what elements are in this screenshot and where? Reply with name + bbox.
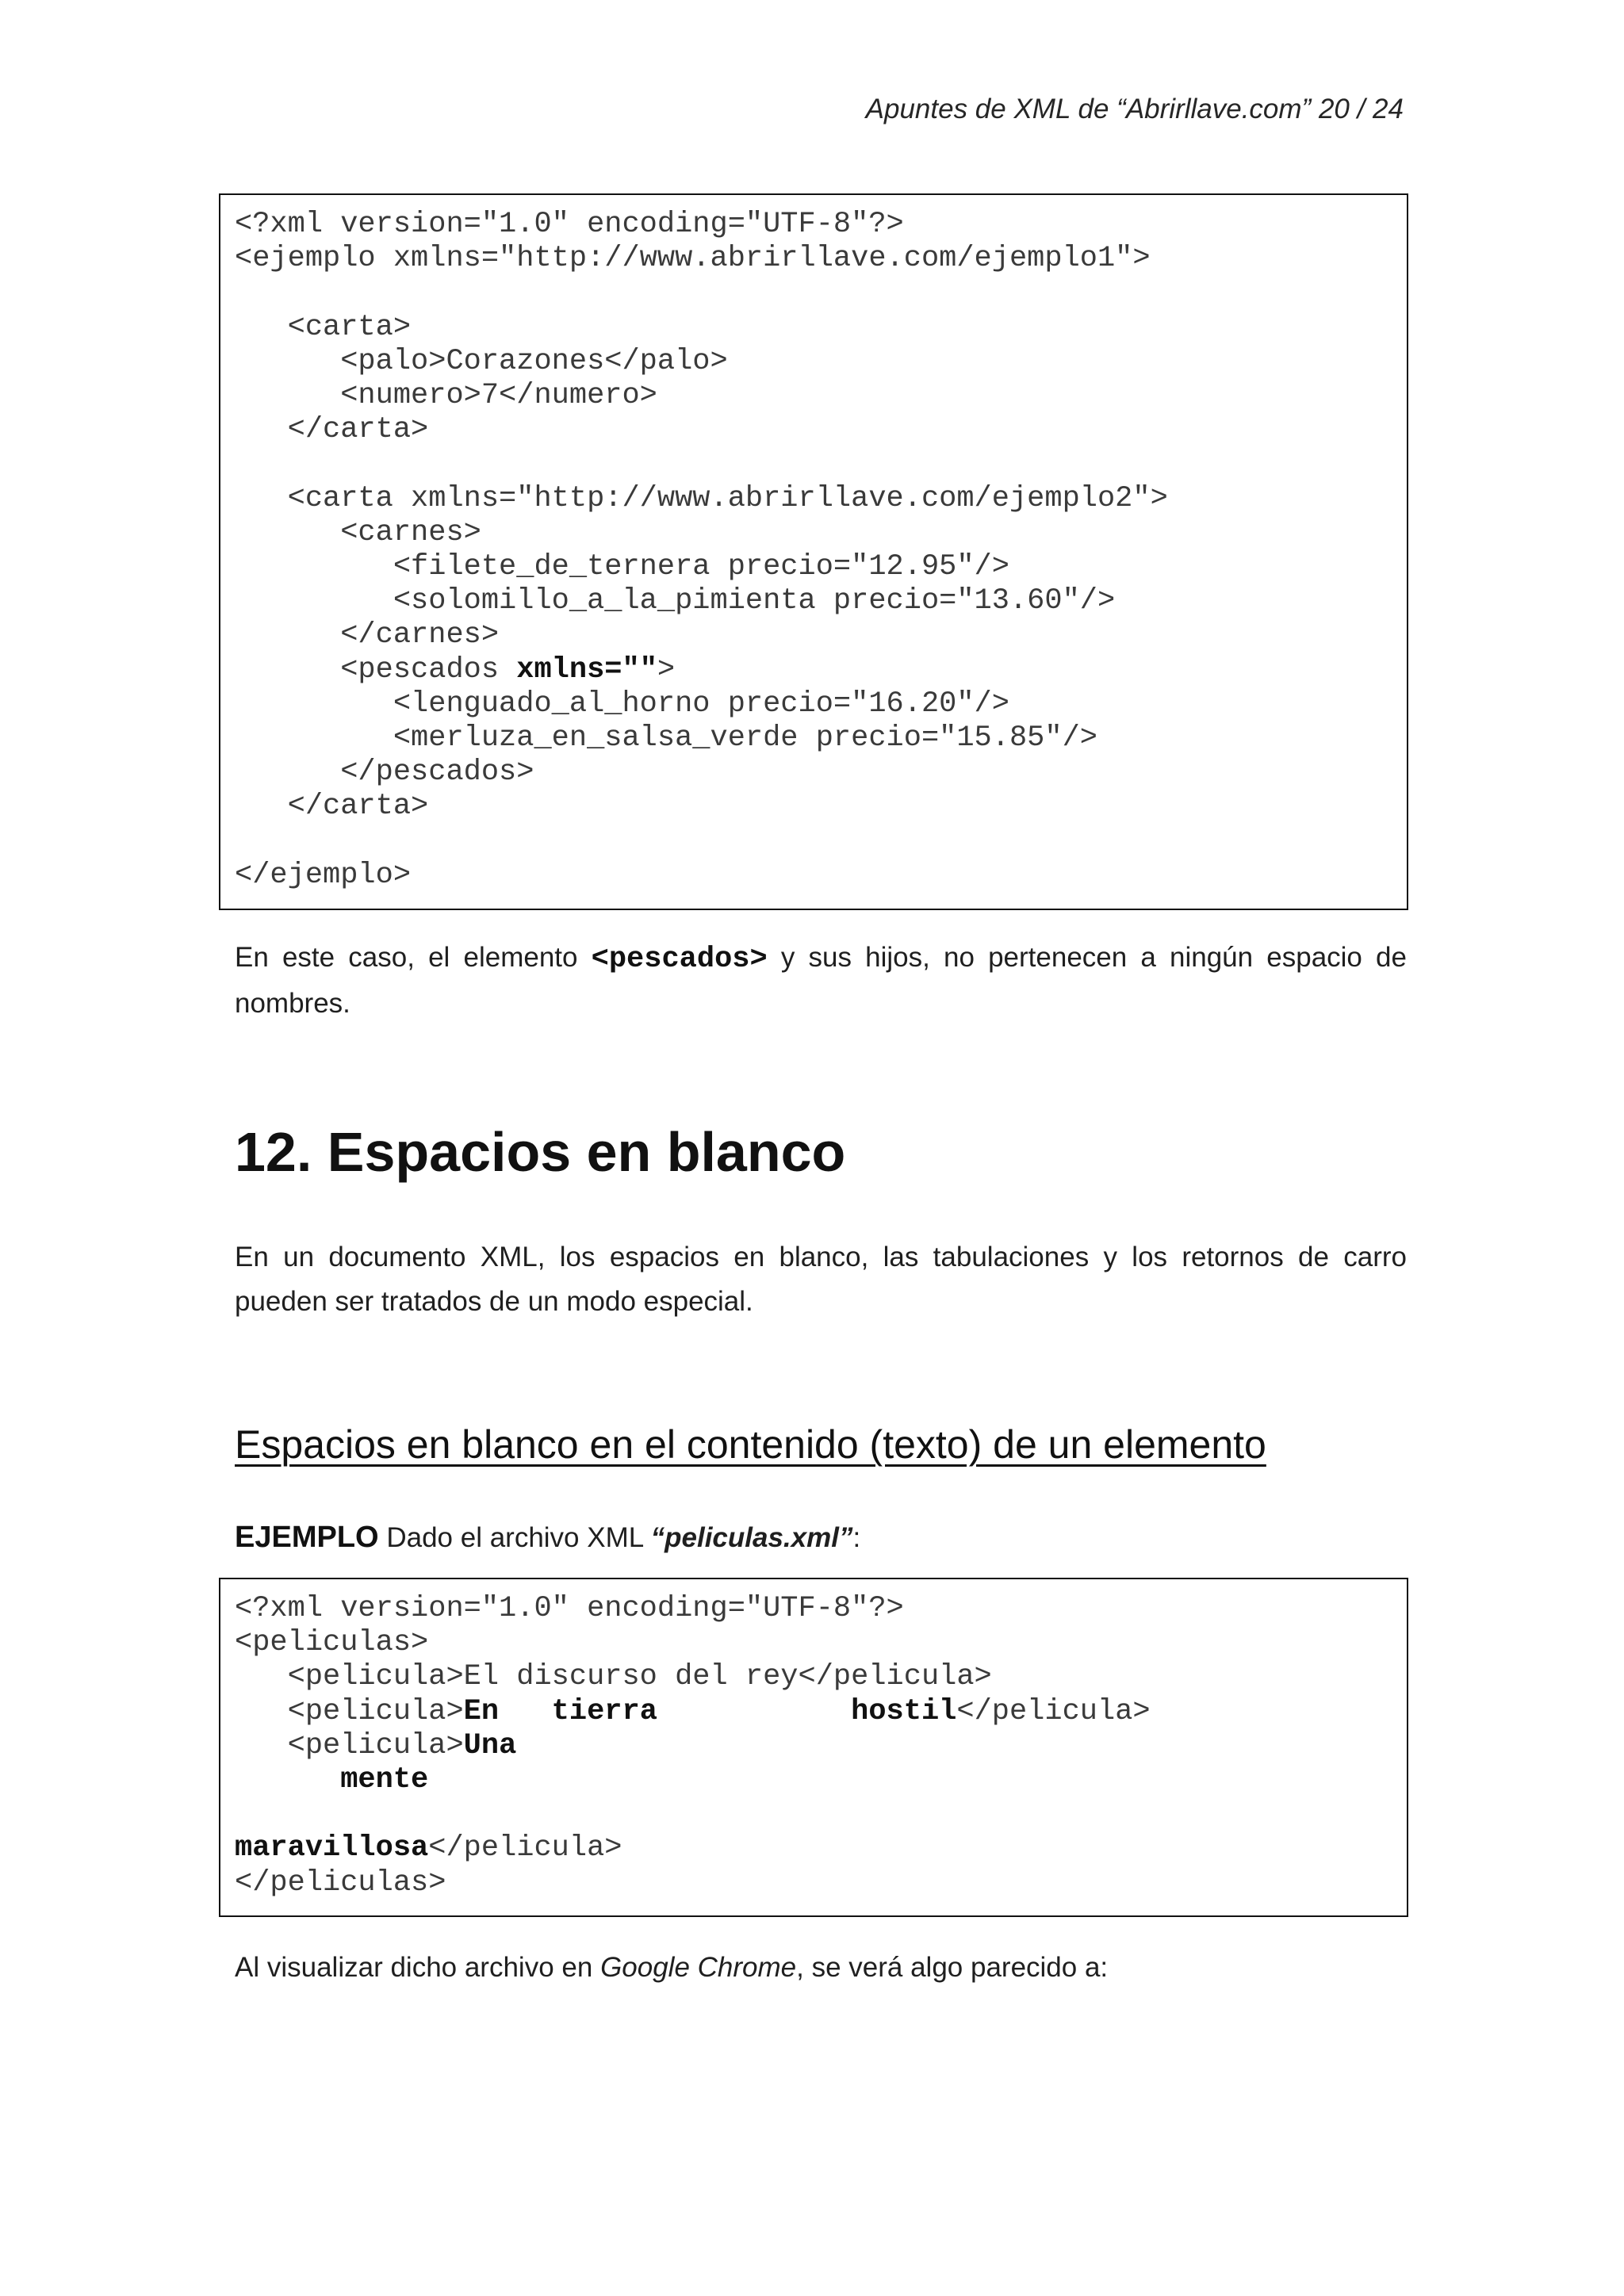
paragraph-intro: En un documento XML, los espacios en blanco, las tabulaciones y los retornos de carro pueden ser tratados de un modo especial. (235, 1242, 1407, 1317)
code-line: <pescados (235, 652, 517, 687)
inline-code: <pescados> (591, 943, 768, 976)
file-name: “peliculas.xml” (650, 1522, 853, 1553)
document-title: Apuntes de XML de “Abrirllave.com” (865, 94, 1312, 124)
code-content (235, 1592, 1407, 1900)
code-line: <solomillo_a_la_pimienta precio="13.60"/> (235, 584, 1116, 618)
subsection-heading: Espacios en blanco en el contenido (texto) de un elemento (235, 1422, 1266, 1467)
app-name: Google Chrome (600, 1952, 797, 1983)
code-line: <pelicula> (235, 1728, 464, 1762)
paragraph-pescados (235, 936, 1407, 1026)
code-block-peliculas (219, 1578, 1408, 1917)
code-line: </carta> (235, 790, 429, 824)
text: Al visualizar dicho archivo en (235, 1952, 601, 1983)
code-line: <pelicula>El discurso del rey</pelicula> (235, 1660, 992, 1694)
code-line: <merluza_en_salsa_verde precio="15.85"/> (235, 721, 1097, 756)
page-header (866, 94, 1404, 125)
code-line: </carta> (235, 413, 429, 447)
code-bold-text: maravillosa (235, 1831, 429, 1866)
code-line: <?xml version="1.0" encoding="UTF-8"?> (235, 208, 904, 241)
text: Dado el archivo XML (378, 1522, 651, 1553)
code-line: </ejemplo> (235, 858, 412, 892)
code-bold-text: Una (463, 1728, 517, 1762)
page-number: 20 / 24 (1318, 94, 1404, 124)
code-block-namespaces (219, 193, 1408, 910)
ejemplo-label: EJEMPLO (235, 1521, 379, 1554)
text: y sus hijos, no pertenecen a ningún espacio de nombres. (235, 942, 1407, 1019)
code-line: <filete_de_ternera precio="12.95"/> (235, 550, 1009, 584)
code-line: <pelicula> (235, 1694, 464, 1728)
code-line: </carnes> (235, 618, 500, 652)
code-line: <numero>7</numero> (235, 379, 657, 413)
code-content (235, 208, 1407, 893)
code-line: </pescados> (235, 756, 534, 790)
code-line: <carta xmlns="http://www.abrirllave.com/ejemplo2"> (235, 481, 1168, 515)
code-line: <carta> (235, 310, 412, 344)
section-heading: 12. Espacios en blanco (235, 1121, 846, 1183)
code-line: <palo>Corazones</palo> (235, 344, 728, 378)
code-line: <carnes> (235, 515, 481, 549)
code-line: > (657, 652, 676, 687)
code-bold-text: mente (235, 1763, 429, 1797)
code-bold-xmlns: xmlns="" (516, 652, 657, 687)
code-line: <?xml version="1.0" encoding="UTF-8"?> (235, 1592, 904, 1625)
text: , se verá algo parecido a: (796, 1952, 1109, 1983)
code-line: <ejemplo xmlns="http://www.abrirllave.com/ejemplo1"> (235, 242, 1151, 276)
text: En este caso, el elemento (235, 942, 592, 973)
code-bold-text: En tierra hostil (463, 1694, 957, 1728)
code-line: <lenguado_al_horno precio="16.20"/> (235, 687, 1009, 721)
text: : (852, 1522, 861, 1553)
code-line: <peliculas> (235, 1626, 429, 1660)
code-line: </pelicula> (428, 1831, 622, 1866)
code-line: </pelicula> (956, 1694, 1151, 1728)
paragraph-chrome (235, 1946, 1407, 1990)
ejemplo-line (235, 1515, 1407, 1560)
code-line: </peliculas> (235, 1866, 446, 1900)
